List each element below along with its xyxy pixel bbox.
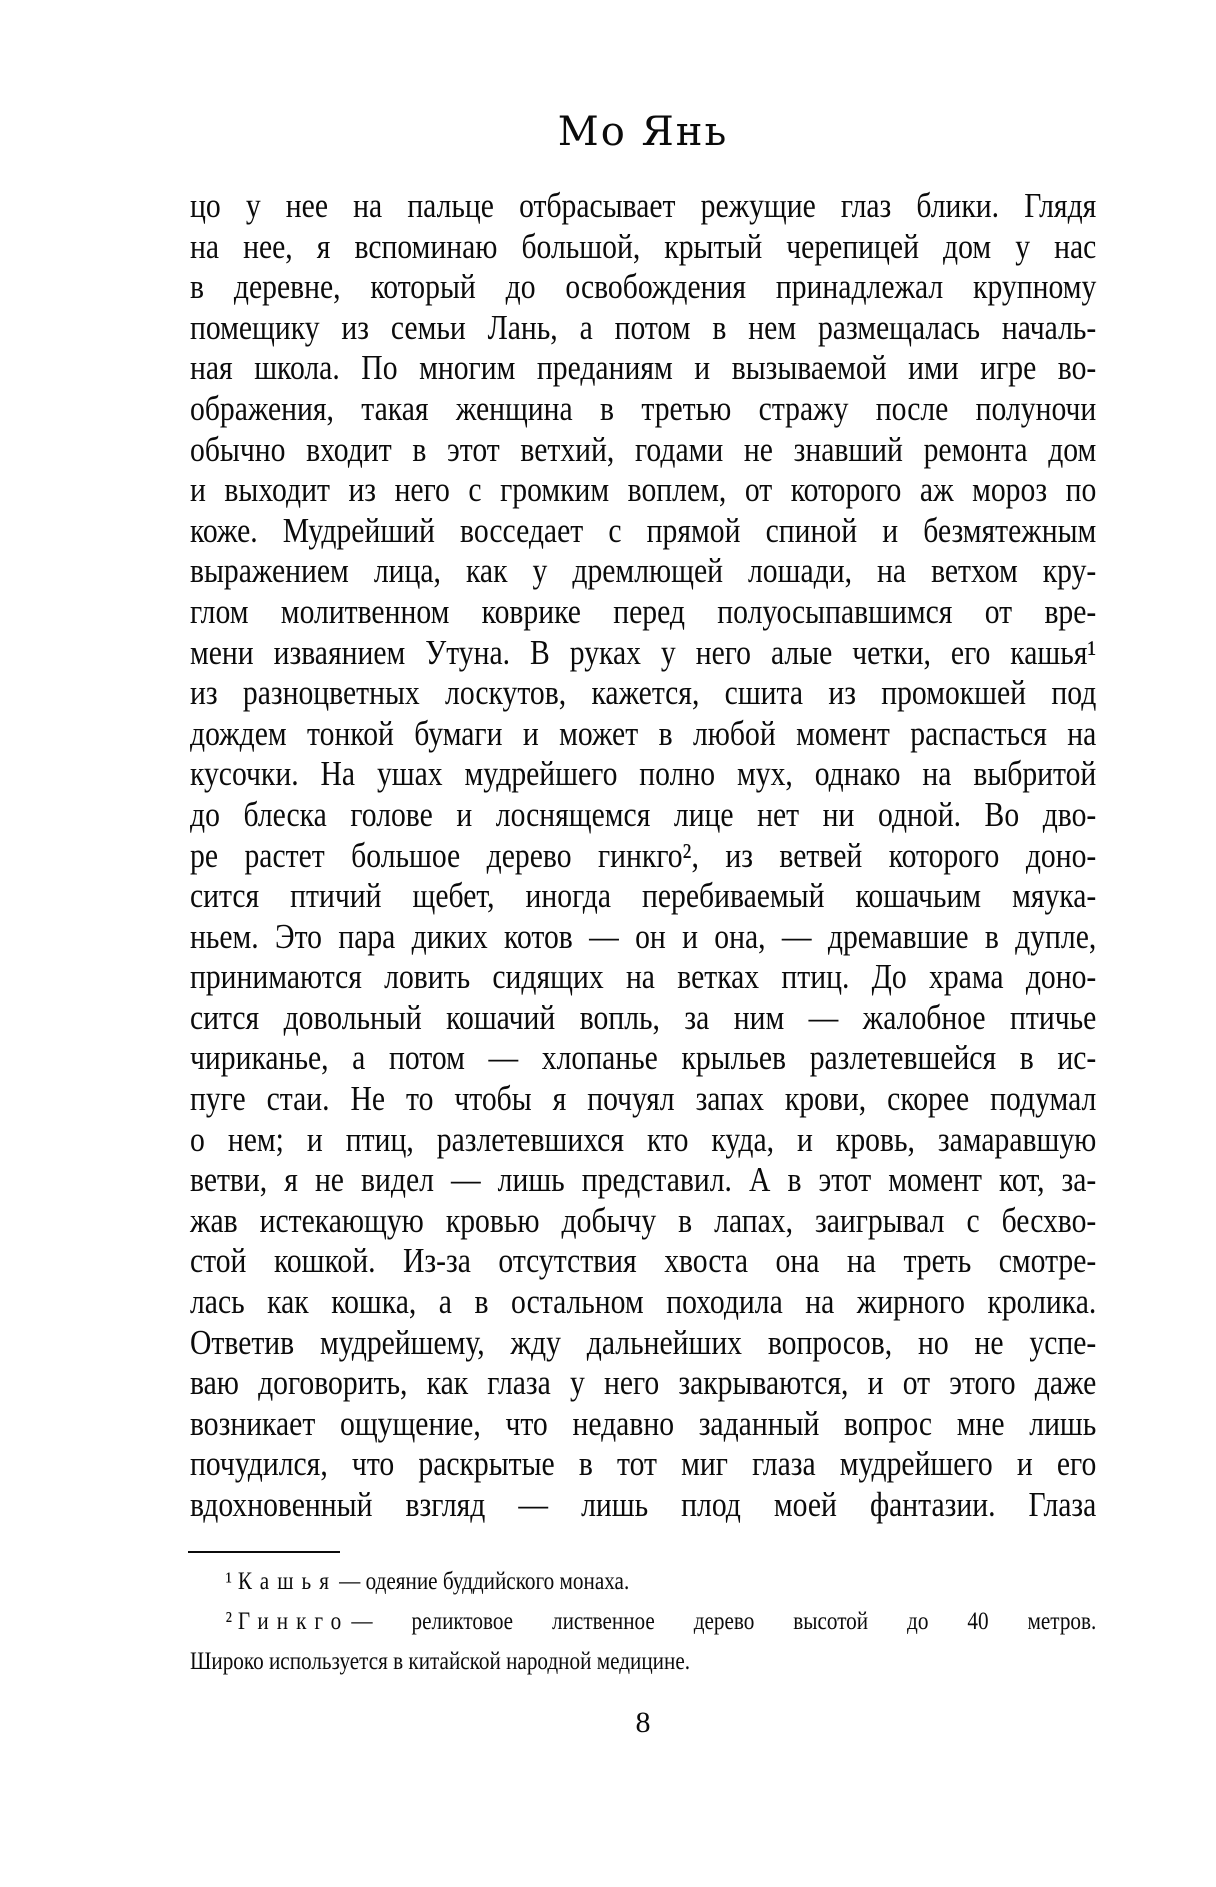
body-text-line: ваю договорить, как глаза у него закрываются, и от этого даже (190, 1363, 1097, 1403)
body-text-line: ветви, я не видел — лишь представил. А в этот момент кот, за- (190, 1160, 1097, 1200)
footnote-2-term: Гинкго (237, 1608, 350, 1635)
body-text-line: из разноцветных лоскутов, кажется, сшита из промокшей под (190, 673, 1097, 713)
footnote-1 (190, 1562, 1096, 1602)
body-text-line: ображения, такая женщина в третью стражу после полуночи (190, 388, 1097, 428)
body-text-line: до блеска голове и лоснящемся лице нет ни одной. Во дво- (190, 794, 1097, 834)
body-text-line: коже. Мудрейший восседает с прямой спиной и безмятежным (190, 510, 1097, 550)
body-text-line: выражением лица, как у дремлющей лошади, на ветхом кру- (190, 551, 1097, 591)
body-text-line: и выходит из него с громким воплем, от которого аж мороз по (190, 470, 1097, 510)
body-text-line: вдохновенный взгляд — лишь плод моей фантазии. Глаза (190, 1485, 1097, 1524)
body-text-line: стой кошкой. Из-за отсутствия хвоста она на треть смотре- (190, 1241, 1097, 1281)
body-text-line: дождем тонкой бумаги и может в любой момент распасться на (190, 713, 1097, 753)
author-header: Мо Янь (557, 109, 729, 155)
body-text-line: лась как кошка, а в остальном походила на жирного кролика. (190, 1282, 1097, 1322)
page-number: 8 (635, 1706, 651, 1739)
body-text-line: в деревне, который до освобождения принадлежал крупному (190, 267, 1097, 307)
body-text-line: о нем; и птиц, разлетевшихся кто куда, и кровь, замаравшую (190, 1119, 1097, 1159)
body-text-line: жав истекающую кровью добычу в лапах, заигрывал с бесхво- (190, 1200, 1097, 1240)
body-text-line: ная школа. По многим преданиям и вызываемой ими игре во- (190, 348, 1097, 388)
footnote-2-continuation (190, 1642, 1096, 1682)
body-text-line: ньем. Это пара диких котов — он и она, — дремавшие в дупле, (190, 916, 1097, 956)
body-text-line: сится птичий щебет, иногда перебиваемый кошачьим мяука- (190, 876, 1097, 916)
body-text-line: чириканье, а потом — хлопанье крыльев разлетевшейся в ис- (190, 1038, 1097, 1078)
footnote-separator-rule (188, 1551, 340, 1553)
body-text-line: помещику из семьи Лань, а потом в нем размещалась началь- (190, 307, 1097, 347)
footnote-2-definition: — реликтовое лиственное дерево высотой до 40 метров. (351, 1608, 1097, 1635)
body-text-line: мени изваянием Утуна. В руках у него алые четки, его кашья¹ (190, 632, 1097, 672)
footnote-2 (190, 1602, 1096, 1642)
body-text-line: цо у нее на пальце отбрасывает режущие глаз блики. Глядя (190, 186, 1097, 225)
body-text-line: глом молитвенном коврике перед полуосыпавшимся от вре- (190, 591, 1097, 631)
body-text-line: пуге стаи. Не то чтобы я почуял запах крови, скорее подумал (190, 1079, 1097, 1119)
body-text-line: Ответив мудрейшему, жду дальнейших вопросов, но не успе- (190, 1322, 1097, 1362)
footnote-1-definition: — одеяние буддийского монаха. (339, 1568, 630, 1595)
body-text-line: на нее, я вспоминаю большой, крытый черепицей дом у нас (190, 226, 1097, 266)
body-text-line: почудился, что раскрытые в тот миг глаза мудрейшего и его (190, 1444, 1097, 1484)
body-text-line: обычно входит в этот ветхий, годами не знавший ремонта дом (190, 429, 1097, 469)
body-text-line: сится довольный кошачий вопль, за ним — жалобное птичье (190, 997, 1097, 1037)
footnote-1-marker: ¹ (225, 1568, 232, 1595)
footnote-2-marker: ² (225, 1608, 232, 1635)
body-text-line: возникает ощущение, что недавно заданный вопрос мне лишь (190, 1403, 1097, 1443)
footnote-2-continuation-text: Широко используется в китайской народной медицине. (190, 1648, 691, 1675)
body-text-line: ре растет большое дерево гинкго², из ветвей которого доно- (190, 835, 1097, 875)
body-text-line: кусочки. На ушах мудрейшего полно мух, однако на выбритой (190, 754, 1097, 794)
body-text-line: принимаются ловить сидящих на ветках птиц. До храма доно- (190, 957, 1097, 997)
footnote-1-term: Кашья (237, 1568, 338, 1595)
footnotes-section (190, 1562, 1096, 1682)
body-text (190, 186, 1096, 1526)
